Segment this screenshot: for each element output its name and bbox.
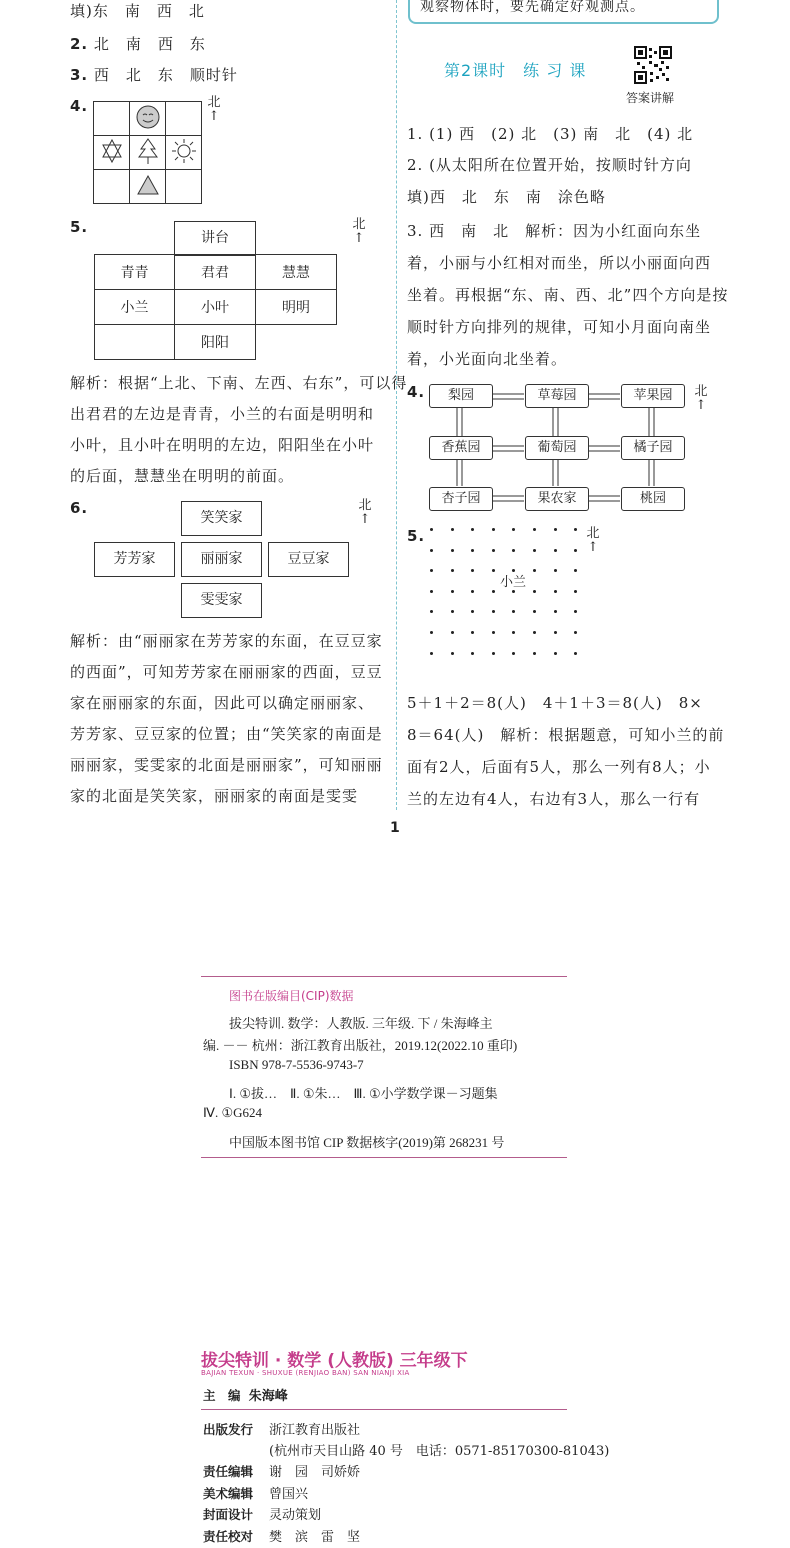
grid-dot: [574, 528, 577, 531]
grid-dot: [471, 528, 474, 531]
north-arrow-icon: 北 ↑: [693, 385, 709, 413]
grid-dot: [554, 569, 557, 572]
q-number: 3.: [70, 66, 88, 84]
colophon-rule: [201, 1409, 567, 1410]
answer-1-line: 填)东 南 西 北: [70, 0, 205, 21]
seat: 小兰: [95, 290, 175, 325]
seat: 君君: [175, 255, 256, 290]
grid-dot: [512, 549, 515, 552]
seat: 明明: [256, 290, 337, 325]
cip-line: 编. －－ 杭州：浙江教育出版社，2019.12(2022.10 重印): [203, 1035, 517, 1054]
grid-dot: [471, 569, 474, 572]
grid-dot: [430, 549, 433, 552]
xiaolan-label: 小兰: [500, 571, 526, 590]
analysis-line: 丽丽家，雯雯家的北面是丽丽家”，可知丽丽: [70, 754, 383, 775]
qr-code-icon[interactable]: [634, 46, 672, 84]
answer-2: [70, 33, 206, 54]
q5-number: 5.: [407, 527, 425, 545]
analysis-line: 解析：根据“上北、下南、左西、右东”，可以得: [70, 372, 407, 393]
house-box: 笑笑家: [181, 501, 262, 536]
credit-label: 责任编辑: [203, 1462, 269, 1483]
grid-dot: [451, 590, 454, 593]
analysis-line: 家的北面是笑笑家，丽丽家的南面是雯雯: [70, 785, 358, 806]
grid-dot: [574, 590, 577, 593]
grid-dot: [533, 610, 536, 613]
north-arrow-icon: 北 ↑: [351, 218, 367, 246]
sun-face-icon: [130, 102, 166, 136]
sun-icon: [166, 136, 202, 170]
answer-line: 面有2人，后面有5人，那么一列有8人；小: [407, 756, 711, 777]
lesson-title: 第2课时 练 习 课: [444, 58, 586, 81]
grid-dot: [533, 549, 536, 552]
q5-number: 5.: [70, 218, 88, 236]
grid-dot: [451, 569, 454, 572]
grid-dot: [471, 590, 474, 593]
house-box: 芳芳家: [94, 542, 175, 577]
analysis-line: 小叶，且小叶在明明的左边，阳阳坐在小叶: [70, 434, 374, 455]
grid-dot: [492, 652, 495, 655]
grid-dot: [451, 631, 454, 634]
cip-line: 拔尖特训. 数学：人教版. 三年级. 下 / 朱海峰主: [229, 1013, 493, 1032]
credit-value: 曾国兴: [269, 1487, 308, 1502]
credit-value: 樊 滨 雷 坚: [269, 1530, 360, 1545]
house-box: 豆豆家: [268, 542, 349, 577]
cip-line: ISBN 978-7-5536-9743-7: [229, 1057, 364, 1073]
grid-dot: [492, 569, 495, 572]
credit-label: 封面设计: [203, 1505, 269, 1526]
credit-label: 出版发行: [203, 1420, 269, 1441]
grid-dot: [512, 590, 515, 593]
answer-r1: 1. (1) 西 (2) 北 (3) 南 北 (4) 北: [407, 123, 693, 144]
north-arrow-icon: 北 ↑: [585, 527, 601, 555]
q4-number: 4.: [70, 97, 88, 115]
analysis-line: 的西面”，可知芳芳家在丽丽家的西面，豆豆: [70, 661, 383, 682]
grid-dot: [554, 631, 557, 634]
answer-line: 着，小丽与小红相对而坐，所以小丽面向西: [407, 252, 711, 273]
cip-bottom-rule: [201, 1157, 567, 1158]
credit-value: 浙江教育出版社: [269, 1423, 360, 1438]
answer-line: 顺时针方向排列的规律，可知小月面向南坐: [407, 316, 711, 337]
cip-line: Ⅳ. ①G624: [203, 1105, 262, 1121]
cip-line: Ⅰ. ①拔… Ⅱ. ①朱… Ⅲ. ①小学数学课－习题集: [229, 1083, 498, 1102]
grid-dot: [554, 549, 557, 552]
grid-dot: [492, 631, 495, 634]
seat: 阳阳: [175, 325, 256, 360]
garden-box: 桃园: [621, 487, 685, 511]
cip-line: 中国版本图书馆 CIP 数据核字(2019)第 268231 号: [229, 1132, 504, 1151]
chief-editor: [203, 1385, 288, 1404]
answer-line: 8＝64(人) 解析：根据题意，可知小兰的前: [407, 724, 724, 745]
analysis-line: 解析：由“丽丽家在芳芳家的东面，在豆豆家: [70, 630, 383, 651]
podium-cell: 讲台: [174, 221, 256, 256]
answer-r2: 填)西 北 东 南 涂色略: [407, 186, 606, 207]
answer-line: 着，小光面向北坐着。: [407, 348, 567, 369]
cip-heading: 图书在版编目(CIP)数据: [229, 987, 354, 1004]
grid-dot: [554, 528, 557, 531]
garden-box: 果农家: [525, 487, 589, 511]
q4-grid: [93, 101, 202, 204]
grid-dot: [554, 610, 557, 613]
north-arrow-icon: 北 ↑: [357, 499, 373, 527]
credit-row: [203, 1462, 609, 1484]
grid-dot: [574, 652, 577, 655]
answer-line: 5＋1＋2＝8(人) 4＋1＋3＝8(人) 8×: [407, 692, 703, 713]
credit-value: (杭州市天目山路 40 号 电话：0571-85170300-81043): [269, 1444, 609, 1459]
garden-box: 杏子园: [429, 487, 493, 511]
book-title-pinyin: BAJIAN TEXUN · SHUXUE (RENJIAO BAN) SAN NIANJI XIA: [201, 1369, 410, 1377]
garden-box: 草莓园: [525, 384, 589, 408]
grid-dot: [451, 528, 454, 531]
analysis-line: 的后面，慧慧坐在明明的前面。: [70, 465, 294, 486]
grid-dot: [554, 652, 557, 655]
q4-number: 4.: [407, 383, 425, 401]
seat: 青青: [95, 255, 175, 290]
house-box: 雯雯家: [181, 583, 262, 618]
garden-box: 梨园: [429, 384, 493, 408]
grid-dot: [533, 590, 536, 593]
cip-top-rule: [201, 976, 567, 977]
grid-dot: [512, 652, 515, 655]
grid-dot: [471, 610, 474, 613]
grid-dot: [451, 549, 454, 552]
page-number: 1: [390, 820, 400, 836]
answer-3: [70, 64, 238, 85]
credit-row: [203, 1505, 609, 1527]
grid-dot: [471, 549, 474, 552]
grid-dot: [512, 610, 515, 613]
credit-row: [203, 1527, 609, 1548]
grid-dot: [451, 610, 454, 613]
grid-dot: [430, 652, 433, 655]
grid-dot: [574, 569, 577, 572]
answer-line: 兰的左边有4人，右边有3人，那么一行有: [407, 788, 700, 809]
answer-line: 坐着。再根据“东、南、西、北”四个方向是按: [407, 284, 728, 305]
grid-dot: [430, 528, 433, 531]
q6-number: 6.: [70, 499, 88, 517]
seat: 小叶: [175, 290, 256, 325]
house-box: 丽丽家: [181, 542, 262, 577]
grid-dot: [430, 569, 433, 572]
answer-line: 3. 西 南 北 解析：因为小红面向东坐: [407, 220, 701, 241]
book-title: 拔尖特训 · 数学 (人教版) 三年级下: [201, 1346, 468, 1371]
grid-dot: [492, 590, 495, 593]
grid-dot: [533, 631, 536, 634]
grid-dot: [430, 610, 433, 613]
grid-dot: [451, 652, 454, 655]
grid-dot: [430, 590, 433, 593]
grid-dot: [574, 631, 577, 634]
qr-caption: 答案讲解: [626, 89, 674, 106]
grid-dot: [492, 610, 495, 613]
grid-dot: [492, 528, 495, 531]
triangle-icon: [130, 170, 166, 204]
answer-r2: 2. (从太阳所在位置开始，按顺时针方向: [407, 154, 692, 175]
garden-box: 葡萄园: [525, 436, 589, 460]
garden-box: 橘子园: [621, 436, 685, 460]
grid-dot: [512, 528, 515, 531]
analysis-line: 出君君的左边是青青，小兰的右面是明明和: [70, 403, 374, 424]
grid-dot: [430, 631, 433, 634]
answer-text: 北 南 西 东: [94, 35, 206, 53]
credit-label: 美术编辑: [203, 1484, 269, 1505]
credit-value: 谢 园 司娇娇: [269, 1465, 360, 1480]
grid-dot: [574, 610, 577, 613]
analysis-line: 家在丽丽家的东面，因此可以确定丽丽家、: [70, 692, 374, 713]
credit-row: [203, 1484, 609, 1506]
analysis-line: 芳芳家、豆豆家的位置；由“笑笑家的南面是: [70, 723, 383, 744]
note-text: 观察物体时，要先确定好观测点。: [420, 0, 645, 16]
grid-dot: [533, 569, 536, 572]
q5-seating-grid: [94, 254, 337, 360]
grid-dot: [471, 652, 474, 655]
dot-grid: [430, 528, 578, 660]
answer-text: 西 北 东 顺时针: [94, 66, 238, 84]
credit-label: 责任校对: [203, 1527, 269, 1548]
q-number: 2.: [70, 35, 88, 53]
star-icon: [94, 136, 130, 170]
grid-dot: [554, 590, 557, 593]
credits-list: [203, 1420, 609, 1548]
credit-row: [203, 1442, 609, 1463]
credit-value: 朱海峰: [249, 1389, 288, 1404]
grid-dot: [512, 631, 515, 634]
grid-dot: [533, 652, 536, 655]
tree-icon: [130, 136, 166, 170]
column-divider: [396, 0, 397, 810]
credit-label: 主 编: [203, 1388, 241, 1403]
credit-value: 灵动策划: [269, 1508, 321, 1523]
grid-dot: [471, 631, 474, 634]
credit-row: [203, 1420, 609, 1442]
seat: 慧慧: [256, 255, 337, 290]
north-arrow-icon: 北 ↑: [206, 96, 222, 124]
garden-box: 香蕉园: [429, 436, 493, 460]
grid-dot: [533, 528, 536, 531]
grid-dot: [492, 549, 495, 552]
grid-dot: [574, 549, 577, 552]
garden-box: 苹果园: [621, 384, 685, 408]
